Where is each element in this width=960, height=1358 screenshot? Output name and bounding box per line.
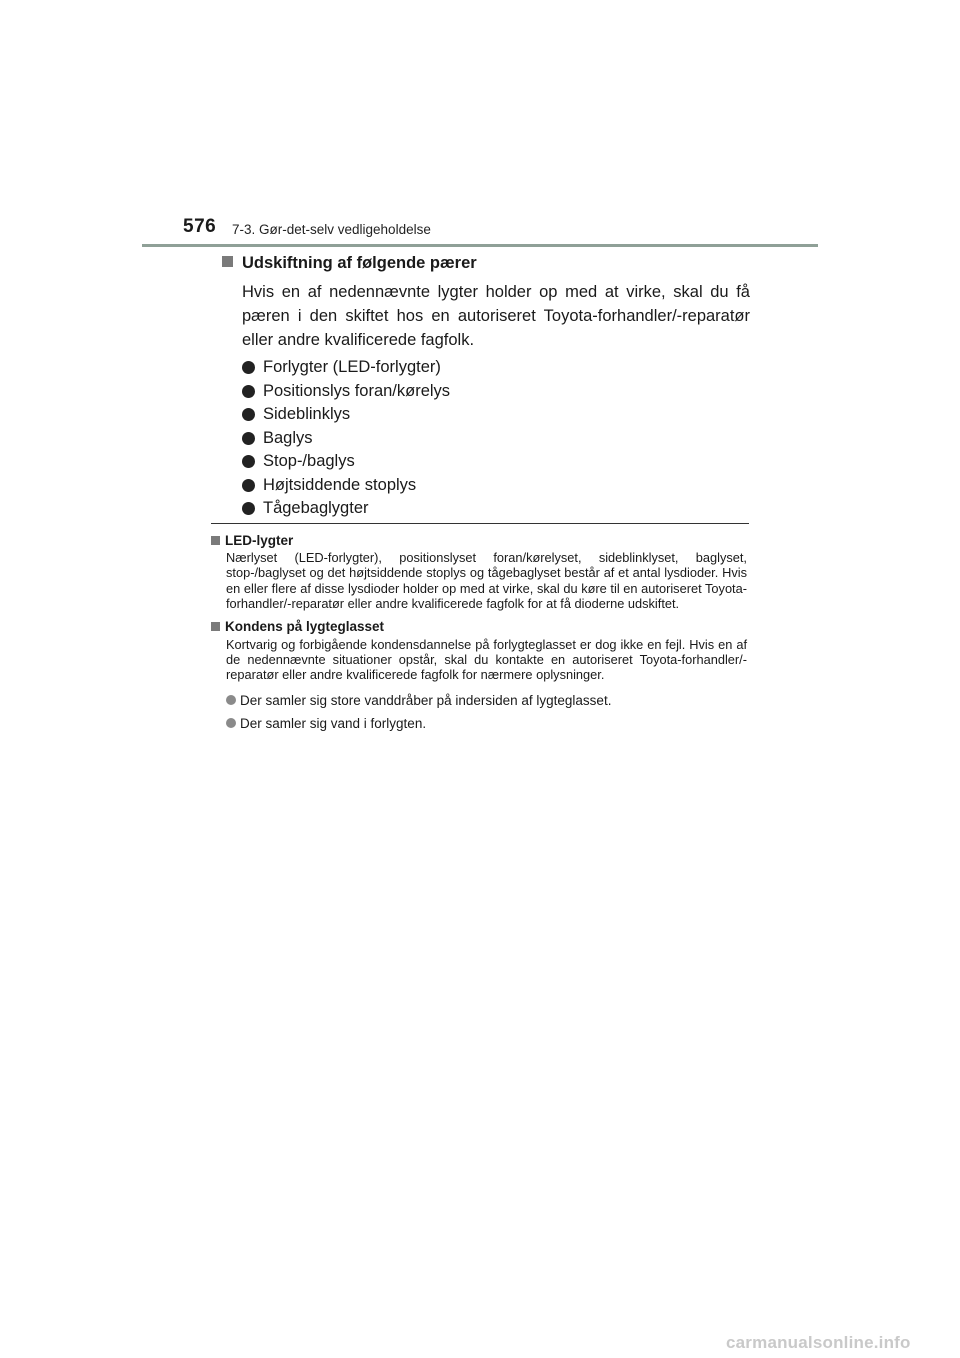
list-item — [242, 450, 750, 474]
list-item-label: Tågebaglygter — [263, 499, 369, 518]
section-heading — [222, 254, 750, 273]
square-bullet-icon — [222, 256, 233, 267]
section-heading-text: Udskiftning af følgende pærer — [242, 254, 477, 272]
notes-section — [211, 531, 747, 735]
note-heading — [211, 531, 747, 549]
square-bullet-icon — [211, 622, 220, 631]
list-item-label: Forlygter (LED-forlygter) — [263, 358, 441, 377]
list-item — [242, 356, 750, 380]
note-heading — [211, 618, 747, 636]
list-item-label: Baglys — [263, 428, 313, 447]
note-body: Nærlyset (LED-forlygter), positionslyset foran/kørelyset, sideblinklyset, baglyset, stop-/baglyset og det højtsiddende stoplys og tågebaglyset består af et antal lysdioder. Hvis en eller flere af disse lysdioder holder op med at virke, skal du køre til en autoriseret Toyota-forhandler/-reparatør eller andre kvalificerede fagfolk for at få dioderne udskiftet. — [226, 550, 747, 612]
header-rule — [142, 244, 818, 247]
list-item — [242, 497, 750, 521]
bullet-dot-icon — [242, 479, 255, 492]
notes-divider — [211, 523, 749, 524]
list-item-label: Stop-/baglys — [263, 452, 355, 471]
note-heading-text: LED-lygter — [225, 532, 294, 548]
lamp-list — [242, 356, 750, 521]
bullet-dot-icon — [242, 455, 255, 468]
list-item — [242, 427, 750, 451]
list-item — [242, 403, 750, 427]
bullet-dot-icon — [226, 718, 236, 728]
section-title: 7-3. Gør-det-selv vedligeholdelse — [232, 222, 431, 237]
list-item-label: Sideblinklys — [263, 405, 351, 424]
bullet-dot-icon — [242, 408, 255, 421]
list-item — [242, 474, 750, 498]
list-item — [242, 380, 750, 404]
list-item — [226, 712, 747, 735]
bullet-dot-icon — [242, 361, 255, 374]
page-number: 576 — [183, 216, 217, 237]
note-led — [211, 531, 747, 612]
note-bullet-list — [226, 689, 747, 735]
watermark: carmanualsonline.info — [726, 1333, 911, 1352]
list-item-label: Der samler sig vand i forlygten. — [240, 715, 427, 731]
list-item-label: Der samler sig store vanddråber på indersiden af lygteglasset. — [240, 692, 612, 708]
note-heading-text: Kondens på lygteglasset — [225, 619, 385, 635]
bullet-dot-icon — [242, 432, 255, 445]
main-section — [222, 254, 750, 521]
bullet-dot-icon — [226, 695, 236, 705]
intro-paragraph: Hvis en af nedennævnte lygter holder op med at virke, skal du få pæren i den skiftet hos en autoriseret Toyota-forhandler/-reparatør eller andre kvalificerede fagfolk. — [242, 283, 750, 349]
note-body: Kortvarig og forbigående kondensdannelse på forlygteglasset er dog ikke en fejl. Hvis en af de nedennævnte situationer opstår, skal du kontakte en autoriseret Toyota-forhandler/-reparatør eller andre kvalificerede fagfolk for nærmere oplysninger. — [226, 636, 747, 683]
list-item — [226, 689, 747, 712]
note-condensation — [211, 618, 747, 735]
list-item-label: Positionslys foran/kørelys — [263, 381, 451, 400]
list-item-label: Højtsiddende stoplys — [263, 475, 417, 494]
bullet-dot-icon — [242, 502, 255, 515]
bullet-dot-icon — [242, 385, 255, 398]
square-bullet-icon — [211, 536, 220, 545]
